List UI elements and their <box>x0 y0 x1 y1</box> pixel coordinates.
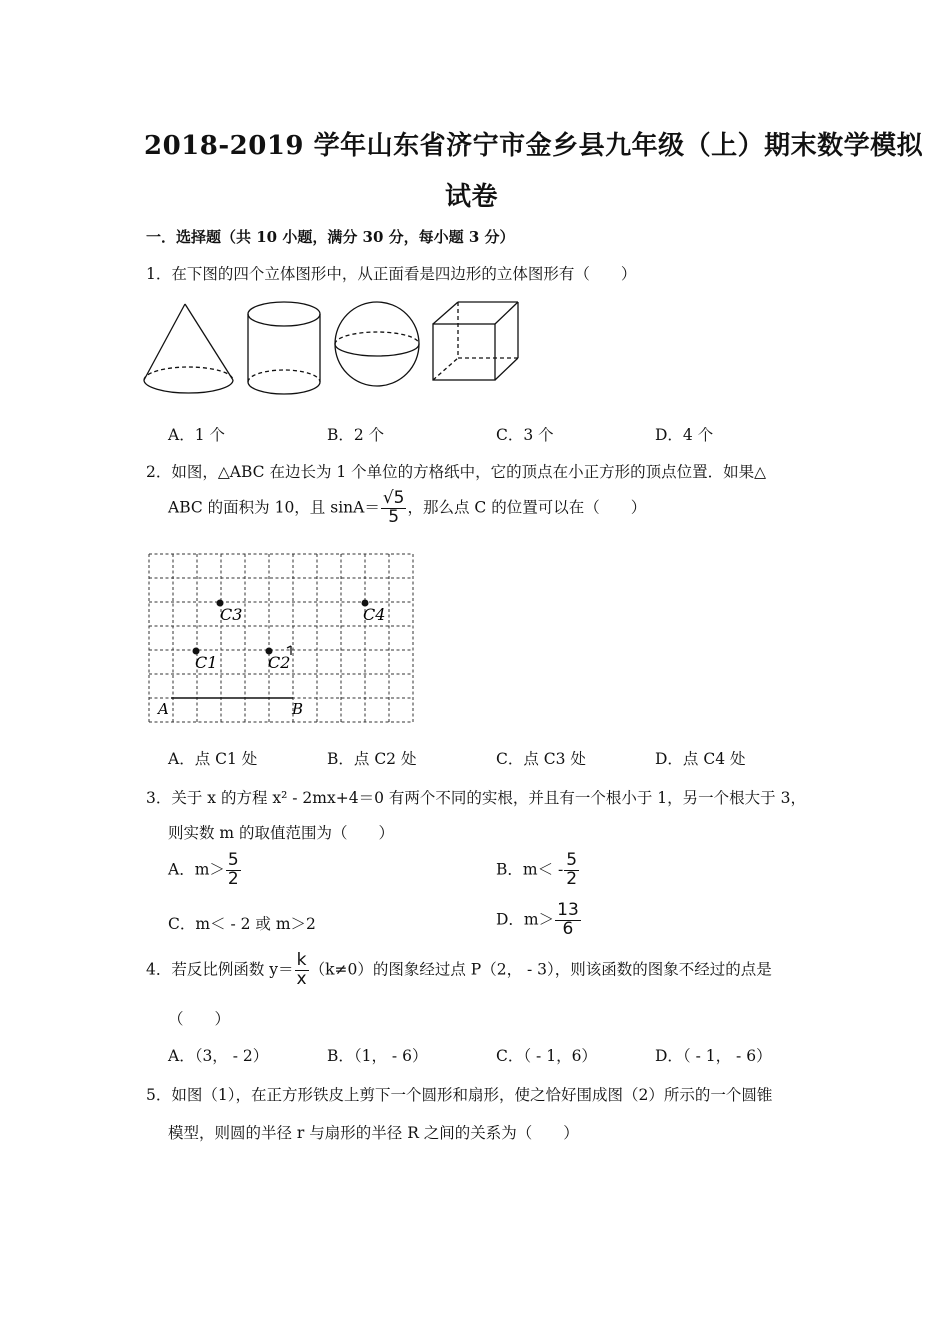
question-4-line1 <box>146 952 772 989</box>
q2-option-b: B．点 C2 处 <box>327 750 417 768</box>
q4-option-a: A．（3， - 2） <box>168 1047 269 1065</box>
label-c2: C2 <box>268 653 291 672</box>
q3-option-a <box>168 852 242 889</box>
label-c4: C4 <box>363 605 386 624</box>
question-2-line2 <box>168 490 646 527</box>
cylinder-figure <box>248 302 320 394</box>
q3-option-a-prefix: A．m＞ <box>168 860 225 879</box>
q3-option-d-prefix: D．m＞ <box>496 910 555 929</box>
q4-option-c: C．（ - 1，6） <box>496 1047 597 1065</box>
q3-option-d <box>496 902 582 939</box>
q4-frac-num: k <box>295 952 309 971</box>
page-title-line2: 试卷 <box>445 182 499 212</box>
q3-option-d-fraction <box>555 902 581 939</box>
q3-d-den: 6 <box>562 918 574 939</box>
sin-fraction-den: 5 <box>388 506 400 527</box>
q3-a-den: 2 <box>227 868 239 889</box>
q3-option-b-fraction <box>564 852 579 889</box>
q4-option-d: D．（ - 1， - 6） <box>655 1047 772 1065</box>
q3-a-num: 5 <box>227 850 239 870</box>
q1-option-a: A．1 个 <box>168 426 225 444</box>
q3-option-b-prefix: B．m＜ - <box>496 860 564 879</box>
label-c3: C3 <box>220 605 243 624</box>
q3-option-c: C．m＜ - 2 或 m＞2 <box>168 915 316 933</box>
q2-line2-suffix: ，那么点 C 的位置可以在（ ） <box>407 498 647 517</box>
q4-line1-suffix: （k≠0）的图象经过点 P（2， - 3），则该函数的图象不经过的点是 <box>309 960 772 979</box>
sphere-figure <box>335 302 419 386</box>
question-3-line1: 3．关于 x 的方程 x² - 2mx+4＝0 有两个不同的实根，并且有一个根小于 1，另一个根大于 3， <box>146 789 806 807</box>
sin-fraction <box>381 490 407 527</box>
grid-figure <box>147 552 415 724</box>
q3-b-num: 5 <box>566 850 578 870</box>
q2-line2-prefix: ABC 的面积为 10，且 sinA＝ <box>168 498 380 517</box>
q3-b-den: 2 <box>566 868 578 889</box>
cone-figure <box>144 304 233 393</box>
question-5-line1: 5．如图（1），在正方形铁皮上剪下一个圆形和扇形，使之恰好围成图（2）所示的一个圆锥 <box>146 1086 773 1104</box>
q2-option-c: C．点 C3 处 <box>496 750 586 768</box>
q4-frac-den: x <box>296 968 307 989</box>
q1-option-d: D．4 个 <box>655 426 714 444</box>
q3-option-b <box>496 852 580 889</box>
section-heading: 一．选择题（共 10 小题，满分 30 分，每小题 3 分） <box>146 228 515 246</box>
question-5-line2: 模型，则圆的半径 r 与扇形的半径 R 之间的关系为（ ） <box>168 1124 579 1142</box>
q1-option-b: B．2 个 <box>327 426 385 444</box>
label-a: A <box>158 700 169 718</box>
q3-d-num: 13 <box>557 900 579 920</box>
label-c1: C1 <box>195 653 218 672</box>
question-1-text: 1．在下图的四个立体图形中，从正面看是四边形的立体图形有（ ） <box>146 265 637 283</box>
question-4-line2: （ ） <box>168 1010 231 1028</box>
q4-line1-prefix: 4．若反比例函数 y＝ <box>146 960 294 979</box>
solid-figures <box>140 296 525 401</box>
q4-fraction <box>295 952 309 989</box>
q2-option-a: A．点 C1 处 <box>168 750 258 768</box>
question-2-line1: 2．如图，△ABC 在边长为 1 个单位的方格纸中，它的顶点在小正方形的顶点位置．如果△ <box>146 463 767 481</box>
q3-option-a-fraction <box>226 852 241 889</box>
page-title-line1: 2018-2019 学年山东省济宁市金乡县九年级（上）期末数学模拟 <box>144 131 924 161</box>
q2-option-d: D．点 C4 处 <box>655 750 746 768</box>
cube-figure <box>433 302 518 380</box>
question-3-line2: 则实数 m 的取值范围为（ ） <box>168 824 395 842</box>
label-b: B <box>292 700 304 718</box>
q1-option-c: C．3 个 <box>496 426 554 444</box>
q4-option-b: B．（1， - 6） <box>327 1047 428 1065</box>
sin-fraction-num: √5 <box>382 488 405 508</box>
